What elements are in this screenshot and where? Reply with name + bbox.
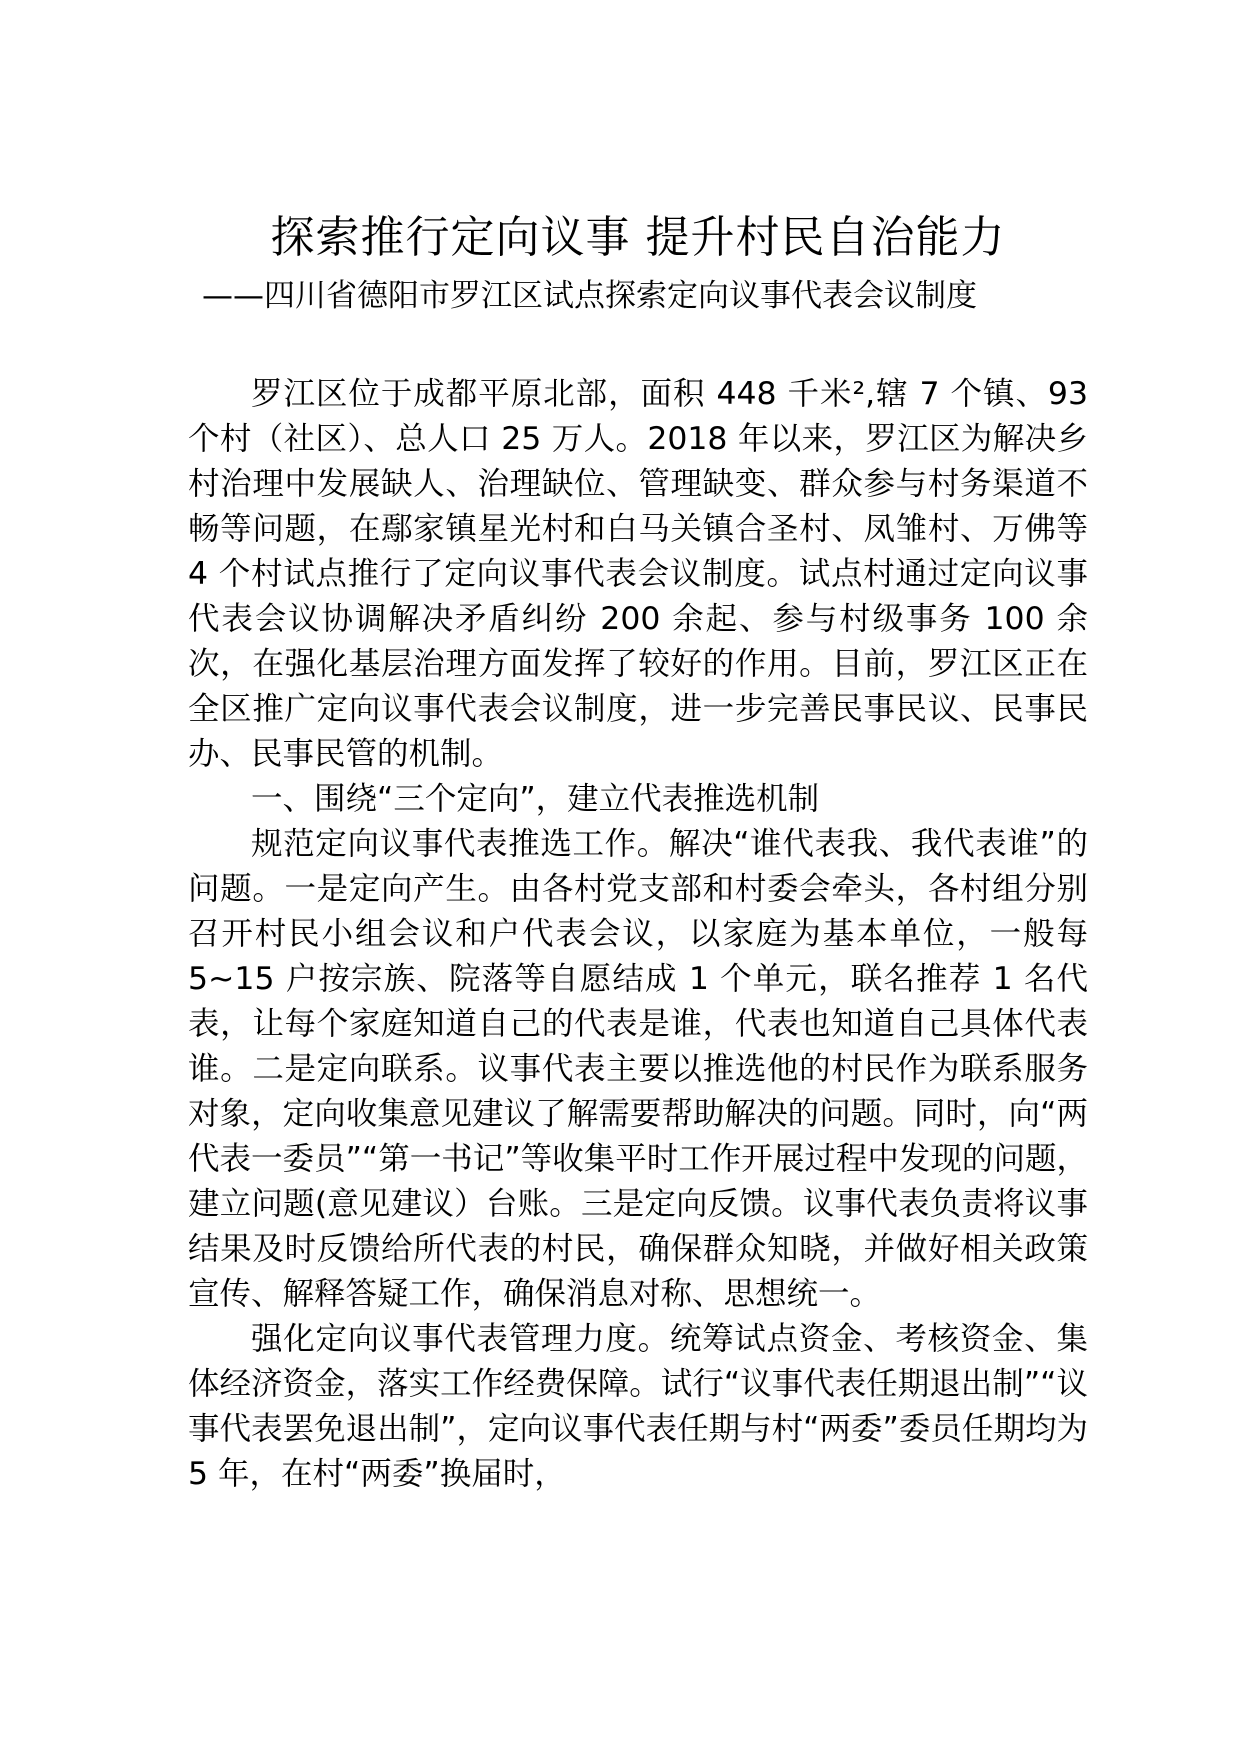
document-page <box>188 208 1088 1497</box>
document-subtitle: ——四川省德阳市罗江区试点探索定向议事代表会议制度 <box>202 278 977 314</box>
section-heading: 一、围绕“三个定向”，建立代表推选机制 <box>251 781 820 817</box>
section-paragraph: 规范定向议事代表推选工作。解决“谁代表我、我代表谁”的问题。一是定向产生。由各村党支部和村委会牵头，各村组分别召开村民小组会议和户代表会议，以家庭为基本单位，一般每 5~15 户按宗族、院落等自愿结成 1 个单元，联名推荐 1 名代表，让每个家庭知道自己的代表是谁，代表也知道自己具体代表谁。二是定向联系。议事代表主要以推选他的村民作为联系服务对象，定向收集意见建议了解需要帮助解决的问题。同时，向“两代表一委员”“第一书记”等收集平时工作开展过程中发现的问题，建立问题(意见建议）台账。三是定向反馈。议事代表负责将议事结果及时反馈给所代表的村民，确保群众知晓，并做好相关政策宣传、解释答疑工作，确保消息对称、思想统一。 <box>188 826 1088 1312</box>
intro-paragraph: 罗江区位于成都平原北部，面积 448 千米²,辖 7 个镇、93 个村（社区）、总人口 25 万人。2018 年以来，罗江区为解决乡村治理中发展缺人、治理缺位、管理缺变、群众参与村务渠道不畅等问题，在鄢家镇星光村和白马关镇合圣村、凤雏村、万佛等 4 个村试点推行了定向议事代表会议制度。试点村通过定向议事代表会议协调解决矛盾纠纷 200 余起、参与村级事务 100 余次，在强化基层治理方面发挥了较好的作用。目前，罗江区正在全区推广定向议事代表会议制度，进一步完善民事民议、民事民办、民事民管的机制。 <box>188 376 1088 772</box>
document-title: 探索推行定向议事 提升村民自治能力 <box>270 212 1006 263</box>
section-paragraph: 强化定向议事代表管理力度。统筹试点资金、考核资金、集体经济资金，落实工作经费保障。试行“议事代表任期退出制”“议事代表罢免退出制”，定向议事代表任期与村“两委”委员任期均为 5 年，在村“两委”换届时， <box>188 1321 1088 1492</box>
document-body <box>188 372 1088 1497</box>
